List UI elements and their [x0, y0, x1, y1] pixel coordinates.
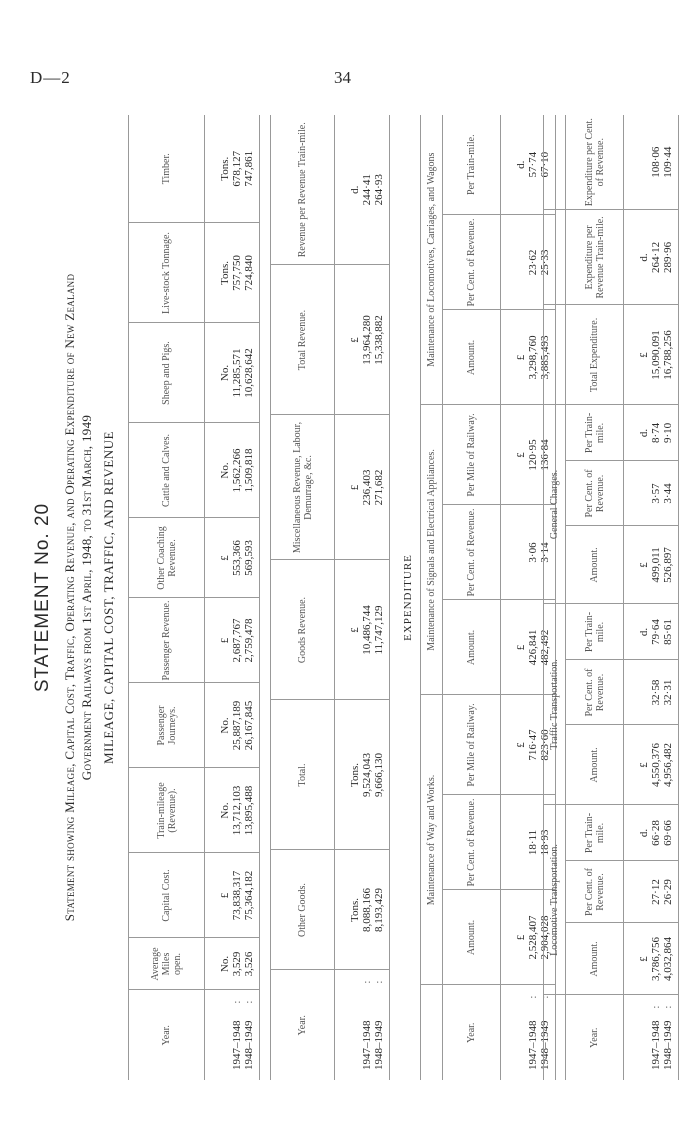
unit-cell: £ — [335, 415, 362, 560]
unit-cell — [624, 115, 651, 210]
unit-cell: d. — [624, 210, 651, 305]
unit-cell: d. — [335, 115, 362, 265]
value-cell: 747,861 — [243, 115, 260, 223]
group-header-spacer — [544, 995, 566, 1080]
units-row — [624, 115, 651, 1080]
unit-cell — [501, 505, 528, 600]
unit-cell: £ — [501, 890, 528, 985]
unit-cell: d. — [501, 115, 528, 215]
value-cell: 85·61 — [662, 604, 679, 660]
value-cell: 2,759,478 — [243, 598, 260, 683]
value-cell: 823·60 — [539, 695, 556, 795]
value-cell: 8,193,429 — [373, 850, 390, 970]
value-cell: 8,088,166 — [361, 850, 373, 970]
unit-cell — [501, 795, 528, 890]
unit-cell: £ — [624, 725, 651, 805]
value-cell: 18·93 — [539, 795, 556, 890]
year-cell: 1948–1949 : — [662, 995, 679, 1080]
column-header: Other Coaching Revenue. — [129, 518, 205, 598]
unit-cell: Tons. — [205, 223, 232, 323]
unit-cell: No. — [205, 423, 232, 518]
leader-dots: : — [243, 1000, 255, 1004]
table-row — [243, 115, 260, 1080]
value-cell: 26·29 — [662, 861, 679, 923]
page-number: 34 — [334, 68, 351, 87]
leader-dots: : — [650, 1005, 662, 1009]
value-cell: 4,956,482 — [662, 725, 679, 805]
value-cell: 25,887,189 — [231, 683, 243, 768]
table-row — [662, 115, 679, 1080]
unit-cell: Tons. — [335, 700, 362, 850]
value-cell: 9,524,043 — [361, 700, 373, 850]
column-header: Goods Revenue. — [271, 560, 335, 700]
unit-cell: No. — [205, 323, 232, 423]
statement-title: STATEMENT No. 20 — [32, 502, 53, 693]
value-cell: 716·47 — [527, 695, 539, 795]
column-header: Revenue per Revenue Train-mile. — [271, 115, 335, 265]
column-header: Train-mileage (Revenue). — [129, 768, 205, 853]
column-header: Year. — [129, 990, 205, 1080]
value-cell: 9·10 — [662, 405, 679, 461]
group-header: Locomotive Transportation. — [544, 805, 566, 995]
value-cell: 526,897 — [662, 526, 679, 604]
column-header: Per Cent. of Revenue. — [566, 861, 624, 923]
table-row — [231, 115, 243, 1080]
column-header: Sheep and Pigs. — [129, 323, 205, 423]
value-cell: 73,838,317 — [231, 853, 243, 938]
statement-subtitle — [61, 115, 95, 1080]
column-header: Total. — [271, 700, 335, 850]
column-header: Year. — [271, 970, 335, 1080]
table-row — [361, 115, 373, 1080]
value-cell: 3,885,493 — [539, 310, 556, 405]
column-header: Miscellaneous Revenue, Labour, Demurrage, &c. — [271, 415, 335, 560]
value-cell: 18·11 — [527, 795, 539, 890]
transportation-charges-table — [543, 115, 679, 1080]
unit-cell: £ — [501, 600, 528, 695]
value-cell: 57·74 — [527, 115, 539, 215]
rotated-statement — [30, 115, 674, 1080]
value-cell: 3·44 — [662, 461, 679, 526]
unit-cell: Tons. — [205, 115, 232, 223]
unit-cell: d. — [624, 405, 651, 461]
column-header: Per Cent. of Revenue. — [566, 461, 624, 526]
page-code: D—2 — [30, 68, 71, 87]
goods-revenue-table — [270, 115, 390, 1080]
group-header-spacer — [544, 115, 566, 210]
value-cell: 3,298,760 — [527, 310, 539, 405]
value-cell: 16,788,256 — [662, 305, 679, 405]
value-cell: 264·12 — [650, 210, 662, 305]
column-header: Per Mile of Railway. — [443, 405, 501, 505]
group-header: Maintenance of Locomotives, Carriages, and Wagons — [421, 115, 443, 405]
column-header: Year. — [566, 995, 624, 1080]
value-cell: 271,682 — [373, 415, 390, 560]
unit-cell — [624, 660, 651, 725]
year-cell: 1948–1949 : — [539, 985, 556, 1080]
units-row — [205, 115, 232, 1080]
table-row — [650, 115, 662, 1080]
section-heading-expenditure: EXPENDITURE — [402, 554, 414, 641]
value-cell: 264·93 — [373, 115, 390, 265]
unit-cell: Tons. — [335, 850, 362, 970]
table-row — [527, 115, 539, 1080]
group-header-spacer — [544, 210, 566, 305]
column-header: Per Cent. of Revenue. — [443, 795, 501, 890]
leader-dots: : — [527, 995, 539, 999]
unit-cell — [335, 970, 362, 1080]
value-cell: 8·74 — [650, 405, 662, 461]
value-cell: 69·66 — [662, 805, 679, 861]
value-cell: 15,338,882 — [373, 265, 390, 415]
unit-cell: £ — [205, 598, 232, 683]
column-header: Amount. — [566, 923, 624, 995]
value-cell: 13,964,280 — [361, 265, 373, 415]
column-header: Per Train-mile. — [566, 604, 624, 660]
group-header: Traffic Transportation. — [544, 604, 566, 805]
subtitle-line-1: Statement showing Mileage, Capital Cost, Traffic, Operating Revenue, and Operating Expenditure of New Zealand — [62, 273, 77, 922]
leader-dots: : — [361, 980, 373, 984]
column-header: Per Cent. of Revenue. — [566, 660, 624, 725]
value-cell: 678,127 — [231, 115, 243, 223]
leader-dots: : — [373, 980, 385, 984]
value-cell: 136·84 — [539, 405, 556, 505]
value-cell: 11,747,129 — [373, 560, 390, 700]
maintenance-table — [420, 115, 556, 1080]
leader-dots: : — [231, 1000, 243, 1004]
column-header: Average Miles open. — [129, 938, 205, 990]
unit-cell: £ — [501, 695, 528, 795]
units-row — [335, 115, 362, 1080]
value-cell: 4,550,376 — [650, 725, 662, 805]
value-cell: 1,562,266 — [231, 423, 243, 518]
unit-cell: No. — [205, 938, 232, 990]
column-header: Amount. — [443, 310, 501, 405]
value-cell: 26,167,845 — [243, 683, 260, 768]
value-cell: 2,528,407 — [527, 890, 539, 985]
group-header: Maintenance of Signals and Electrical Appliances. — [421, 405, 443, 695]
column-header: Per Train-mile. — [566, 405, 624, 461]
column-header: Other Goods. — [271, 850, 335, 970]
value-cell: 15,090,091 — [650, 305, 662, 405]
column-header: Total Expenditure. — [566, 305, 624, 405]
section-heading-revenue: MILEAGE, CAPITAL COST, TRAFFIC, AND REVENUE — [101, 431, 116, 764]
column-header: Cattle and Calves. — [129, 423, 205, 518]
unit-cell — [624, 995, 651, 1080]
value-cell: 1,509,818 — [243, 423, 260, 518]
group-header: Maintenance of Way and Works. — [421, 695, 443, 985]
column-header: Timber. — [129, 115, 205, 223]
unit-cell — [624, 461, 651, 526]
column-header: Capital Cost. — [129, 853, 205, 938]
unit-cell: £ — [624, 305, 651, 405]
value-cell: 482,492 — [539, 600, 556, 695]
unit-cell: £ — [624, 923, 651, 995]
table-row — [373, 115, 390, 1080]
group-header-spacer — [421, 985, 443, 1080]
value-cell: 3,786,756 — [650, 923, 662, 995]
column-header: Per Train-mile. — [443, 115, 501, 215]
value-cell: 13,895,488 — [243, 768, 260, 853]
value-cell: 569,593 — [243, 518, 260, 598]
column-header: Expenditure per Cent. of Revenue. — [566, 115, 624, 210]
unit-cell: No. — [205, 683, 232, 768]
value-cell: 75,364,182 — [243, 853, 260, 938]
mileage-traffic-table — [128, 115, 260, 1080]
column-header: Amount. — [566, 526, 624, 604]
value-cell: 499,011 — [650, 526, 662, 604]
unit-cell: No. — [205, 768, 232, 853]
value-cell: 553,366 — [231, 518, 243, 598]
column-header: Amount. — [566, 725, 624, 805]
column-header: Per Train-mile. — [566, 805, 624, 861]
unit-cell — [501, 985, 528, 1080]
column-header: Passenger Journeys. — [129, 683, 205, 768]
value-cell: 32·31 — [662, 660, 679, 725]
unit-cell: £ — [624, 526, 651, 604]
column-header: Year. — [443, 985, 501, 1080]
value-cell: 3·14 — [539, 505, 556, 600]
value-cell: 109·44 — [662, 115, 679, 210]
column-header: Total Revenue. — [271, 265, 335, 415]
unit-cell: £ — [501, 310, 528, 405]
value-cell: 27·12 — [650, 861, 662, 923]
value-cell: 3·57 — [650, 461, 662, 526]
value-cell: 3,529 — [231, 938, 243, 990]
column-header: Amount. — [443, 600, 501, 695]
group-header-spacer — [544, 305, 566, 405]
value-cell: 3,526 — [243, 938, 260, 990]
column-header: Amount. — [443, 890, 501, 985]
column-header: Per Mile of Railway. — [443, 695, 501, 795]
unit-cell — [205, 990, 232, 1080]
unit-cell: d. — [624, 805, 651, 861]
year-cell: 1947–1948 : — [231, 990, 243, 1080]
unit-cell: £ — [501, 405, 528, 505]
value-cell: 79·64 — [650, 604, 662, 660]
unit-cell — [624, 861, 651, 923]
unit-cell — [501, 215, 528, 310]
unit-cell: £ — [335, 265, 362, 415]
value-cell: 66·28 — [650, 805, 662, 861]
value-cell: 120·95 — [527, 405, 539, 505]
unit-cell: £ — [335, 560, 362, 700]
value-cell: 236,403 — [361, 415, 373, 560]
value-cell: 289·96 — [662, 210, 679, 305]
unit-cell: d. — [624, 604, 651, 660]
column-header: Live-stock Tonnage. — [129, 223, 205, 323]
column-header: Passenger Revenue. — [129, 598, 205, 683]
value-cell: 67·10 — [539, 115, 556, 215]
year-cell: 1947–1948 : — [650, 995, 662, 1080]
year-cell: 1947–1948 : — [361, 970, 373, 1080]
value-cell: 13,712,103 — [231, 768, 243, 853]
column-header: Per Cent. of Revenue. — [443, 505, 501, 600]
value-cell: 10,628,642 — [243, 323, 260, 423]
year-cell: 1947–1948 : — [527, 985, 539, 1080]
year-cell: 1948–1949 : — [373, 970, 390, 1080]
units-row — [501, 115, 528, 1080]
value-cell: 244·41 — [361, 115, 373, 265]
column-header: Expenditure per Revenue Train-mile. — [566, 210, 624, 305]
leader-dots: : — [662, 1005, 674, 1009]
value-cell: 25·33 — [539, 215, 556, 310]
value-cell: 23·62 — [527, 215, 539, 310]
subtitle-line-2: Government Railways from 1st April, 1948, to 31st March, 1949 — [79, 414, 94, 781]
leader-dots: : — [539, 995, 551, 999]
value-cell: 32·58 — [650, 660, 662, 725]
value-cell: 2,904,028 — [539, 890, 556, 985]
value-cell: 4,032,864 — [662, 923, 679, 995]
value-cell: 108·06 — [650, 115, 662, 210]
value-cell: 757,750 — [231, 223, 243, 323]
value-cell: 426,841 — [527, 600, 539, 695]
statement-titles — [30, 115, 117, 1080]
value-cell: 724,840 — [243, 223, 260, 323]
group-header: General Charges. — [544, 405, 566, 604]
unit-cell: £ — [205, 518, 232, 598]
column-header: Per Cent. of Revenue. — [443, 215, 501, 310]
year-cell: 1948–1949 : — [243, 990, 260, 1080]
value-cell: 3·06 — [527, 505, 539, 600]
value-cell: 10,486,744 — [361, 560, 373, 700]
value-cell: 11,285,571 — [231, 323, 243, 423]
value-cell: 2,687,767 — [231, 598, 243, 683]
value-cell: 9,666,130 — [373, 700, 390, 850]
unit-cell: £ — [205, 853, 232, 938]
